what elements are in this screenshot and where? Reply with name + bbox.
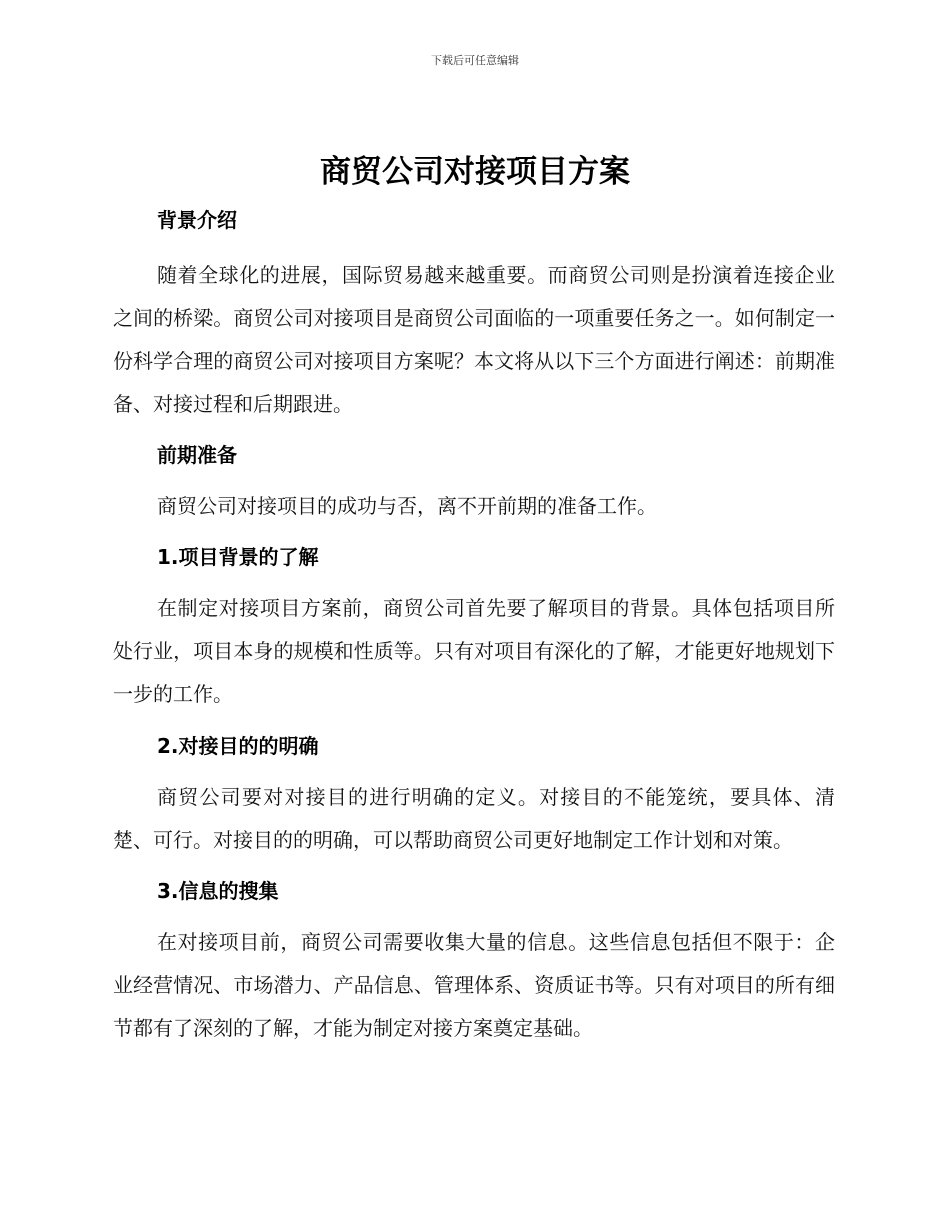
header-note: 下载后可任意编辑 [431,54,519,67]
paragraph-background: 随着全球化的进展，国际贸易越来越重要。而商贸公司则是扮演着连接企业之间的桥梁。商贸公司对接项目是商贸公司面临的一项重要任务之一。如何制定一份科学合理的商贸公司对接项目方案呢？本文将从以下三个方面进行阐述：前期准备、对接过程和后期跟进。 [113,263,835,416]
paragraph-item-2: 商贸公司要对对接目的进行明确的定义。对接目的不能笼统，要具体、清楚、可行。对接目的的明确，可以帮助商贸公司更好地制定工作计划和对策。 [113,785,835,852]
section-heading-item-3: 3.信息的搜集 [157,879,279,903]
document-body [113,200,835,1050]
paragraph-preparation: 商贸公司对接项目的成功与否，离不开前期的准备工作。 [157,494,657,518]
paragraph-item-1: 在制定对接项目方案前，商贸公司首先要了解项目的背景。具体包括项目所处行业，项目本身的规模和性质等。只有对项目有深化的了解，才能更好地规划下一步的工作。 [113,596,835,706]
section-heading-preparation: 前期准备 [157,443,237,467]
paragraph-item-3: 在对接项目前，商贸公司需要收集大量的信息。这些信息包括但不限于：企业经营情况、市场潜力、产品信息、管理体系、资质证书等。只有对项目的所有细节都有了深刻的了解，才能为制定对接方案奠定基础。 [113,930,835,1040]
section-heading-item-2: 2.对接目的的明确 [157,734,319,758]
section-heading-item-1: 1.项目背景的了解 [157,545,319,569]
section-heading-background: 背景介绍 [157,208,237,232]
page-title: 商贸公司对接项目方案 [320,154,630,190]
